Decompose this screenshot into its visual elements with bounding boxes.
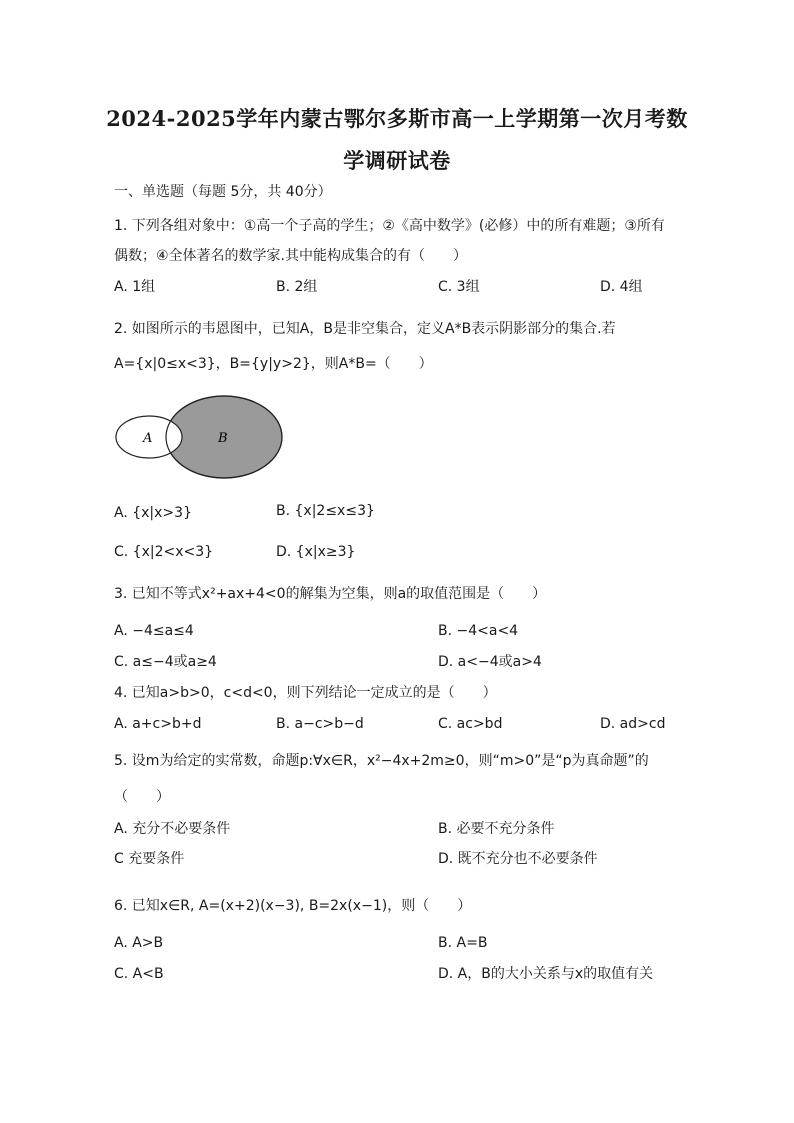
question-4-option-d: D. ad>cd bbox=[600, 716, 666, 732]
question-2-option-a: A. {x|x>3} bbox=[114, 505, 192, 521]
question-1-option-c: C. 3组 bbox=[438, 279, 480, 295]
question-5-line2: （ ） bbox=[114, 789, 170, 805]
question-2-option-b: B. {x|2≤x≤3} bbox=[276, 503, 375, 519]
question-5-option-a: A. 充分不必要条件 bbox=[114, 821, 231, 837]
question-5-option-c: C 充要条件 bbox=[114, 851, 185, 867]
exam-title-line2: 学调研试卷 bbox=[343, 148, 451, 173]
question-2-line1: 2. 如图所示的韦恩图中，已知A，B是非空集合，定义A*B表示阴影部分的集合.若 bbox=[114, 321, 616, 337]
question-2-option-c: C. {x|2<x<3} bbox=[114, 544, 214, 560]
question-3-option-b: B. −4<a<4 bbox=[438, 623, 519, 639]
question-1-option-b: B. 2组 bbox=[276, 279, 318, 295]
question-6-option-b: B. A=B bbox=[438, 935, 488, 951]
question-3-option-a: A. −4≤a≤4 bbox=[114, 623, 194, 639]
exam-title-line1: 2024-2025学年内蒙古鄂尔多斯市高一上学期第一次月考数 bbox=[106, 106, 688, 131]
venn-label-a: A bbox=[143, 431, 153, 446]
question-6-option-d: D. A，B的大小关系与x的取值有关 bbox=[438, 966, 654, 982]
question-5-line1: 5. 设m为给定的实常数，命题p:∀x∈R，x²−4x+2m≥0，则“m>0”是“p为真命题”的 bbox=[114, 753, 649, 769]
question-6-line1: 6. 已知x∈R, A=(x+2)(x−3), B=2x(x−1)，则（ ） bbox=[114, 898, 472, 914]
question-2-option-d: D. {x|x≥3} bbox=[276, 544, 356, 560]
question-3-option-c: C. a≤−4或a≥4 bbox=[114, 654, 217, 670]
question-2-line2: A={x|0≤x<3}，B={y|y>2}，则A*B=（ ） bbox=[114, 356, 433, 372]
venn-label-b: B bbox=[218, 431, 228, 446]
question-5-option-d: D. 既不充分也不必要条件 bbox=[438, 851, 598, 867]
question-3-option-d: D. a<−4或a>4 bbox=[438, 654, 542, 670]
question-1-line1: 1. 下列各组对象中：①高一个子高的学生；②《高中数学》(必修）中的所有难题；③所有 bbox=[114, 218, 665, 234]
question-3-line1: 3. 已知不等式x²+ax+4<0的解集为空集，则a的取值范围是（ ） bbox=[114, 586, 547, 602]
question-6-option-c: C. A<B bbox=[114, 966, 164, 982]
question-1-option-a: A. 1组 bbox=[114, 279, 156, 295]
question-4-option-a: A. a+c>b+d bbox=[114, 716, 202, 732]
question-4-option-c: C. ac>bd bbox=[438, 716, 503, 732]
question-1-option-d: D. 4组 bbox=[600, 279, 643, 295]
question-5-option-b: B. 必要不充分条件 bbox=[438, 821, 555, 837]
section-heading: 一、单选题（每题 5分，共 40分） bbox=[114, 184, 332, 200]
question-4-line1: 4. 已知a>b>0，c<d<0，则下列结论一定成立的是（ ） bbox=[114, 685, 497, 701]
question-4-option-b: B. a−c>b−d bbox=[276, 716, 364, 732]
question-1-line2: 偶数；④全体著名的数学家.其中能构成集合的有（ ） bbox=[114, 248, 467, 264]
question-6-option-a: A. A>B bbox=[114, 935, 164, 951]
venn-diagram bbox=[115, 392, 287, 482]
